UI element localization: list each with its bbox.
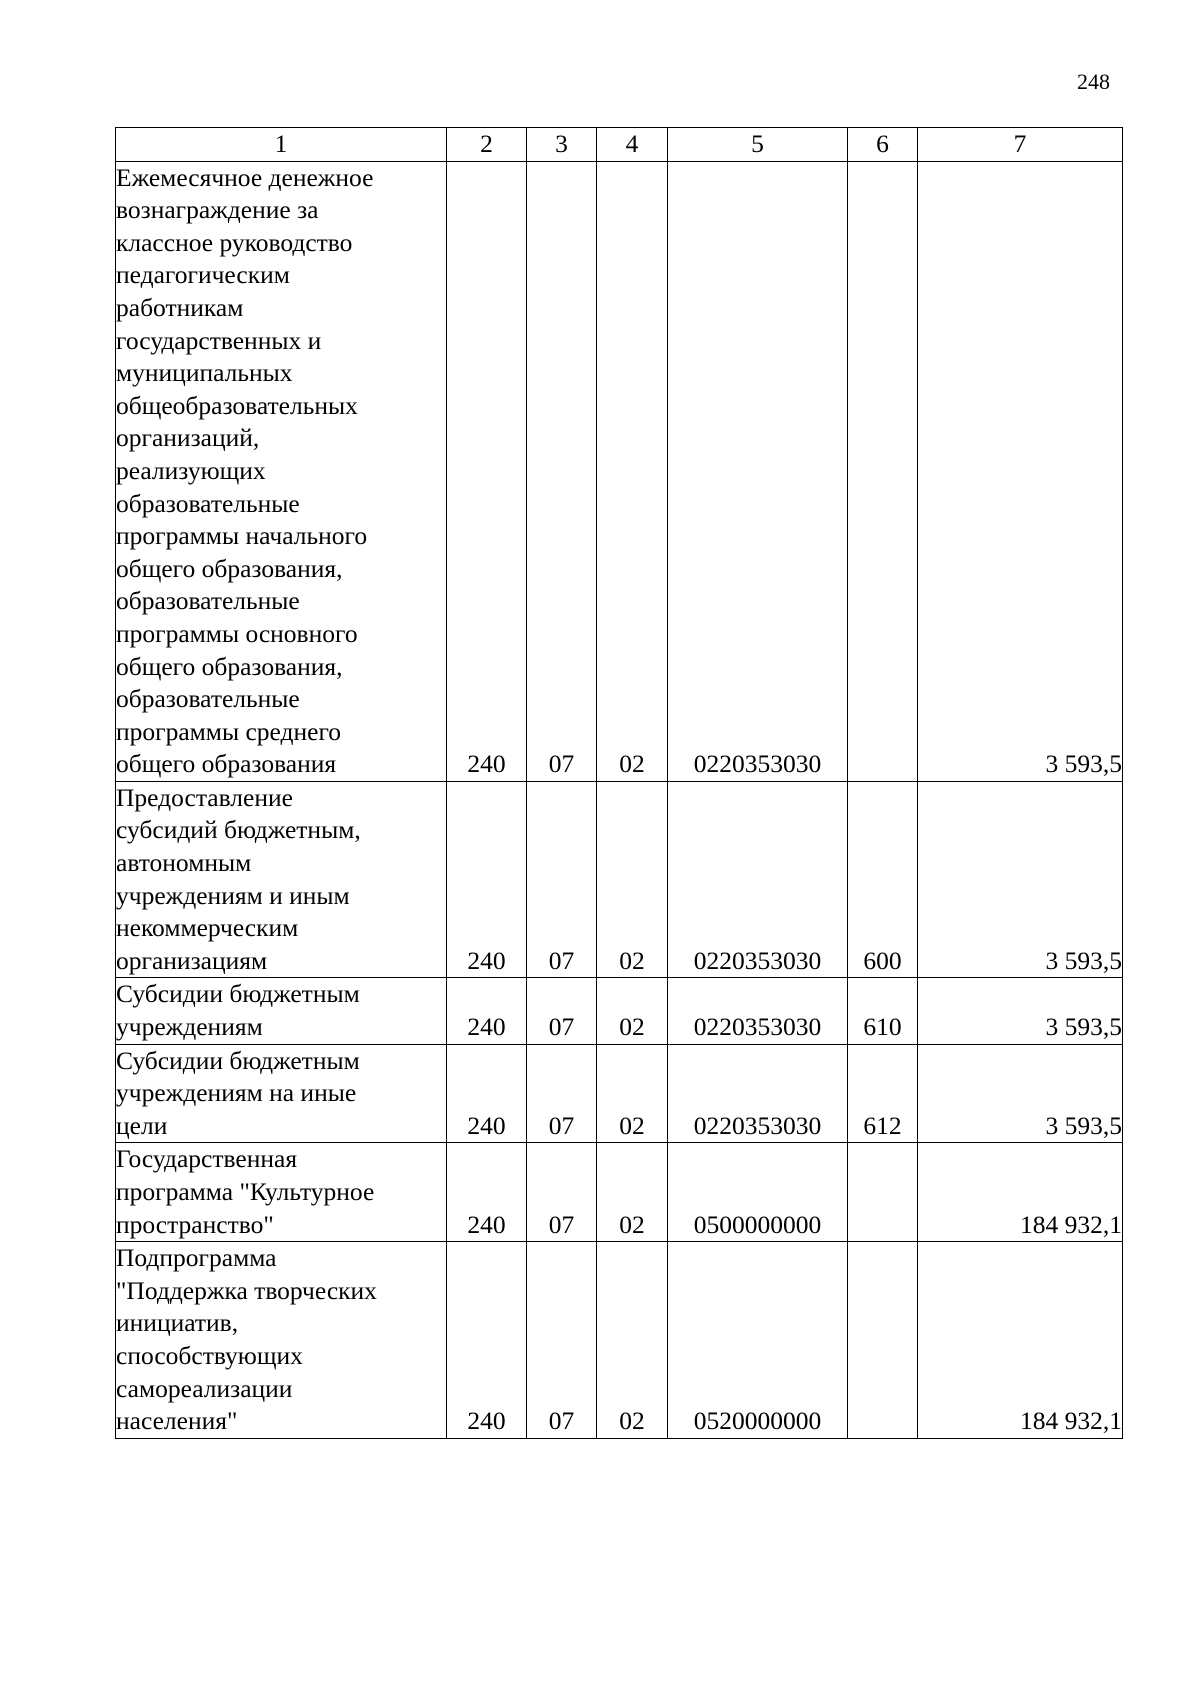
row-code-4: 02 <box>597 1242 668 1439</box>
row-code-3: 07 <box>527 978 597 1044</box>
header-cell-1: 1 <box>116 128 447 162</box>
row-code-5: 0520000000 <box>668 1242 848 1439</box>
row-name: Подпрограмма "Поддержка творческих инициатив, способствующих самореализации населения" <box>116 1242 447 1439</box>
row-code-6: 610 <box>848 978 918 1044</box>
row-code-2: 240 <box>447 1143 527 1242</box>
row-code-6 <box>848 161 918 781</box>
row-code-4: 02 <box>597 978 668 1044</box>
row-code-3: 07 <box>527 781 597 978</box>
table-row <box>116 978 1123 1044</box>
header-cell-4: 4 <box>597 128 668 162</box>
row-code-2: 240 <box>447 161 527 781</box>
row-code-5: 0220353030 <box>668 781 848 978</box>
table-row <box>116 1242 1123 1439</box>
row-code-5: 0220353030 <box>668 978 848 1044</box>
row-code-6 <box>848 1242 918 1439</box>
header-cell-5: 5 <box>668 128 848 162</box>
budget-table <box>115 127 1123 1439</box>
row-code-3: 07 <box>527 1242 597 1439</box>
header-cell-6: 6 <box>848 128 918 162</box>
row-code-4: 02 <box>597 781 668 978</box>
row-amount: 184 932,1 <box>918 1242 1123 1439</box>
row-name: Субсидии бюджетным учреждениям на иные цели <box>116 1044 447 1143</box>
row-code-5: 0220353030 <box>668 161 848 781</box>
row-code-4: 02 <box>597 1044 668 1143</box>
row-code-5: 0500000000 <box>668 1143 848 1242</box>
row-code-3: 07 <box>527 1143 597 1242</box>
row-name: Предоставление субсидий бюджетным, автономным учреждениям и иным некоммерческим организациям <box>116 781 447 978</box>
row-name: Государственная программа "Культурное пространство" <box>116 1143 447 1242</box>
page-number: 248 <box>1077 69 1110 94</box>
row-name: Субсидии бюджетным учреждениям <box>116 978 447 1044</box>
row-code-6: 612 <box>848 1044 918 1143</box>
row-code-4: 02 <box>597 161 668 781</box>
row-code-6: 600 <box>848 781 918 978</box>
header-cell-3: 3 <box>527 128 597 162</box>
row-code-2: 240 <box>447 1044 527 1143</box>
row-code-6 <box>848 1143 918 1242</box>
row-code-3: 07 <box>527 161 597 781</box>
table-row <box>116 1143 1123 1242</box>
row-code-4: 02 <box>597 1143 668 1242</box>
table-row <box>116 1044 1123 1143</box>
row-code-3: 07 <box>527 1044 597 1143</box>
table-row <box>116 781 1123 978</box>
row-amount: 3 593,5 <box>918 978 1123 1044</box>
row-amount: 3 593,5 <box>918 1044 1123 1143</box>
row-amount: 3 593,5 <box>918 161 1123 781</box>
header-cell-7: 7 <box>918 128 1123 162</box>
row-name: Ежемесячное денежное вознаграждение за классное руководство педагогическим работникам государственных и муниципальных общеобразовательных организаций, реализующих образовательные программы начального общего образования, образовательные программы основного общего образования, образовательные программы среднего общего образования <box>116 161 447 781</box>
row-code-2: 240 <box>447 781 527 978</box>
table-row <box>116 161 1123 781</box>
row-amount: 3 593,5 <box>918 781 1123 978</box>
header-row <box>116 128 1123 162</box>
header-cell-2: 2 <box>447 128 527 162</box>
row-amount: 184 932,1 <box>918 1143 1123 1242</box>
row-code-2: 240 <box>447 978 527 1044</box>
row-code-2: 240 <box>447 1242 527 1439</box>
row-code-5: 0220353030 <box>668 1044 848 1143</box>
